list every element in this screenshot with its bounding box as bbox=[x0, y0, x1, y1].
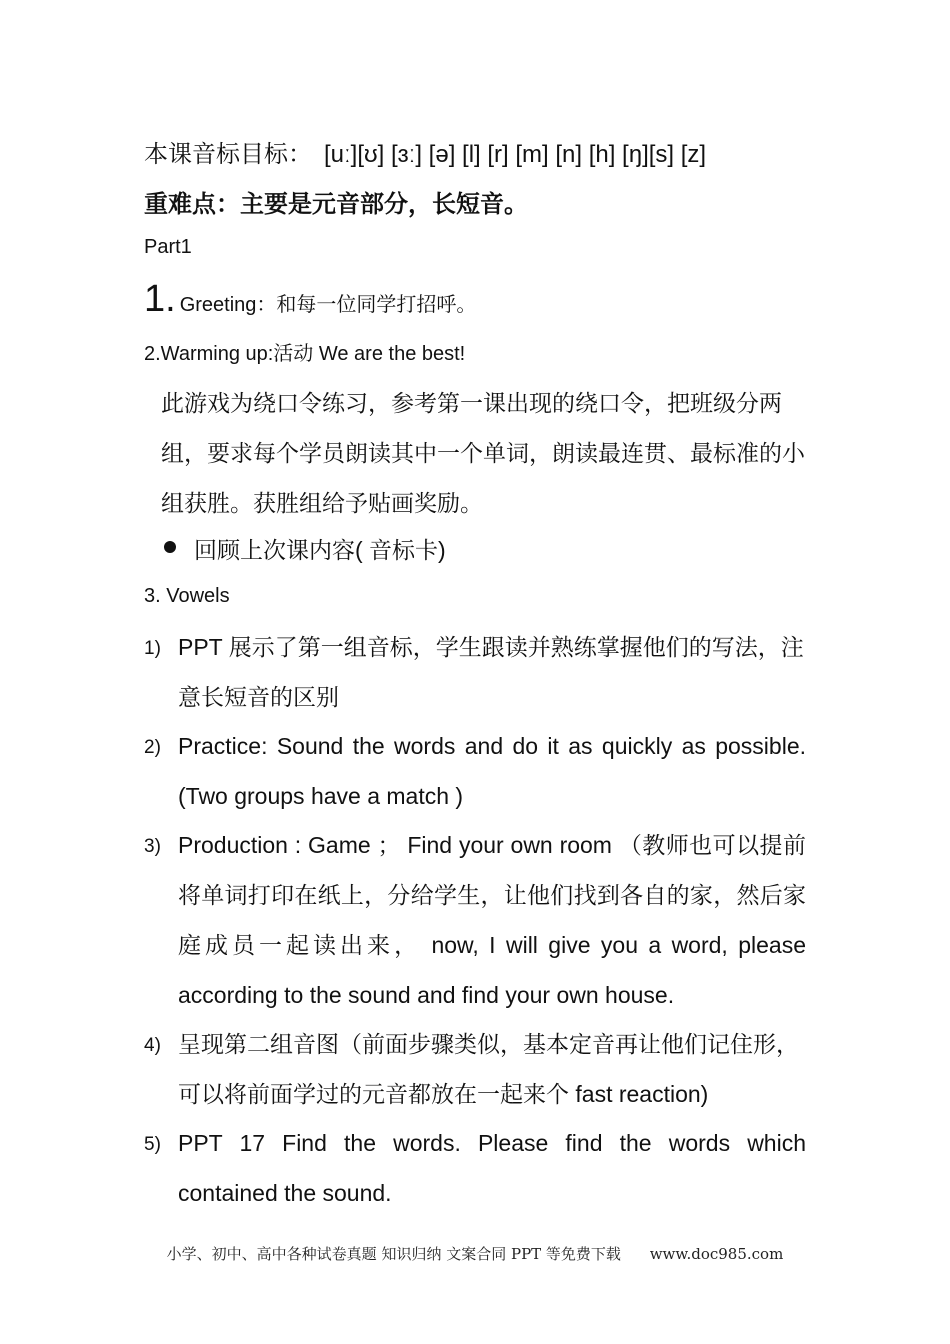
step-1-number: 1. bbox=[144, 278, 176, 320]
list-item-text: PPT 17 Find the words. Please find the words which contained the sound. bbox=[178, 1130, 806, 1206]
key-points-heading: 重难点：主要是元音部分，长短音。 bbox=[144, 191, 528, 218]
list-item-text: Practice: Sound the words and do it as quickly as possible. (Two groups have a match ) bbox=[178, 733, 806, 809]
footer-url: www.doc985.com bbox=[649, 1245, 784, 1263]
bullet-dot-icon bbox=[164, 541, 176, 553]
phonetic-target-symbols: [uː][ʊ] [ɜː] [ə] [l] [r] [m] [n] [h] [ŋ][s] [z] bbox=[324, 141, 707, 168]
step-2-bullet-text: 回顾上次课内容( 音标卡) bbox=[194, 537, 446, 563]
step-1-text: Greeting：和每一位同学打招呼。 bbox=[179, 294, 477, 316]
list-item-number: 4) bbox=[144, 1035, 161, 1056]
part-label: Part1 bbox=[144, 236, 192, 258]
phonetic-target-line bbox=[144, 134, 706, 169]
list-item-number: 1) bbox=[144, 638, 161, 659]
list-item-text: Production : Game ； Find your own room （教师也可以提前将单词打印在纸上，分给学生，让他们找到各自的家，然后家庭成员一起读出来， now, I will give you a word, please according to the sound and find your own house. bbox=[178, 832, 806, 1008]
step-2-paragraph: 此游戏为绕口令练习，参考第一课出现的绕口令，把班级分两组，要求每个学员朗读其中一个单词，朗读最连贯、最标准的小组获胜。获胜组给予贴画奖励。 bbox=[161, 390, 805, 516]
list-item-number: 5) bbox=[144, 1134, 161, 1155]
step-3-title: 3. Vowels bbox=[144, 585, 230, 607]
phonetic-target-label: 本课音标目标： bbox=[144, 141, 312, 168]
list-item-text: 呈现第二组音图（前面步骤类似，基本定音再让他们记住形，可以将前面学过的元音都放在一起来个 fast reaction) bbox=[178, 1031, 799, 1107]
list-item-number: 2) bbox=[144, 737, 161, 758]
page-footer bbox=[0, 1243, 950, 1264]
footer-text: 小学、初中、高中各种试卷真题 知识归纳 文案合同 PPT 等免费下载 bbox=[166, 1245, 621, 1263]
list-item-text: PPT 展示了第一组音标，学生跟读并熟练掌握他们的写法，注意长短音的区别 bbox=[178, 634, 804, 710]
list-item-number: 3) bbox=[144, 836, 161, 857]
step-2-title: 2.Warming up:活动 We are the best! bbox=[144, 343, 466, 365]
step-1 bbox=[144, 280, 476, 318]
